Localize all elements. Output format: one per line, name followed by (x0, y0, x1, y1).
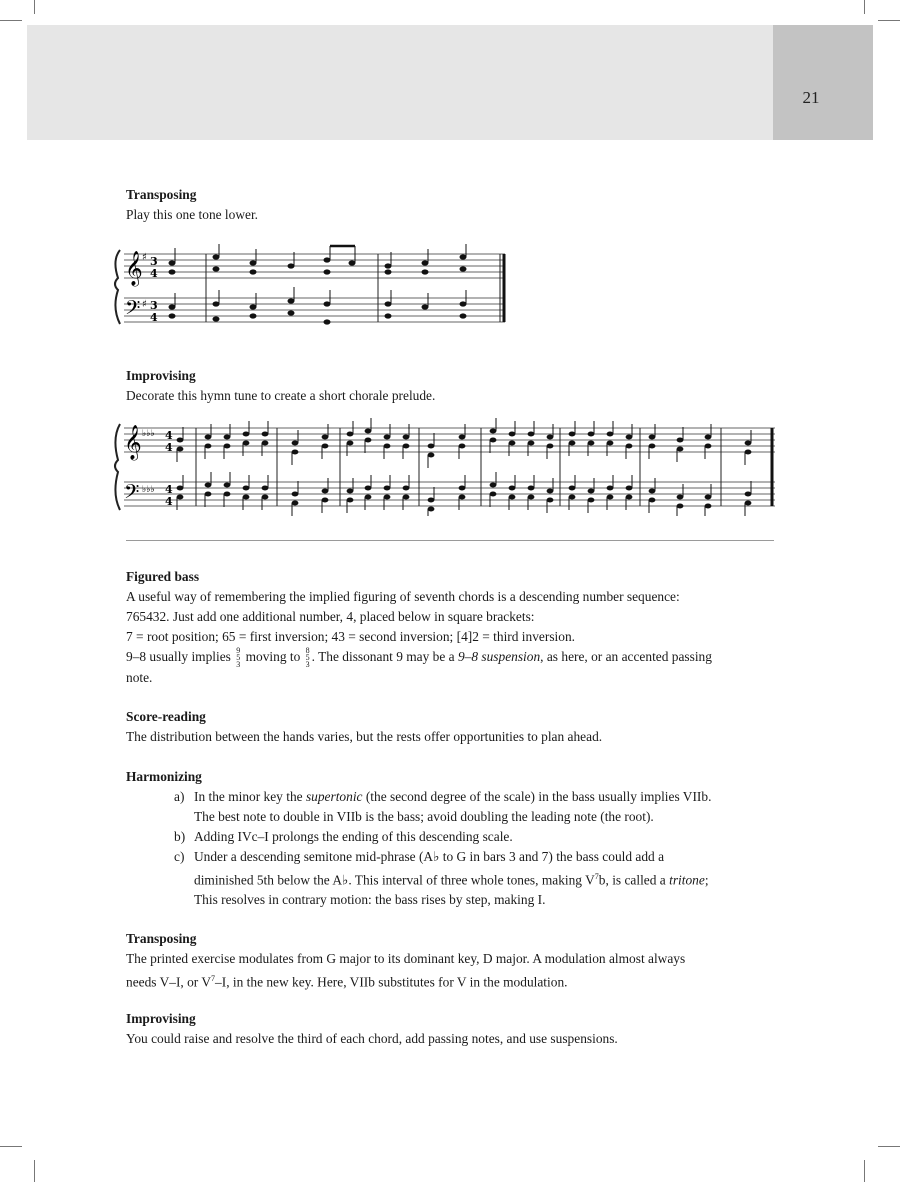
note-head (509, 495, 516, 500)
treble-clef-icon: 𝄞 (124, 425, 142, 460)
music-example-hymn-tune (110, 416, 780, 516)
note-head (705, 435, 712, 440)
note-head (509, 441, 516, 446)
text-run: 9–8 usually implies (126, 649, 231, 664)
note-head (626, 486, 633, 491)
section-heading: Transposing (126, 931, 197, 946)
crop-mark (34, 0, 35, 14)
text-run: moving to (245, 649, 301, 664)
treble-clef-icon: 𝄞 (125, 251, 143, 286)
note-head (745, 441, 752, 446)
text-run: (the second degree of the scale) in the bass usually implies VIIb. (365, 789, 712, 804)
note-head (588, 498, 595, 503)
note-head (705, 504, 712, 509)
list-item (174, 847, 786, 910)
crop-mark (864, 1160, 865, 1182)
note-head (428, 453, 435, 458)
crop-mark (0, 1146, 22, 1147)
note-head (365, 486, 372, 491)
text-run: diminished 5th below the A♭. This interval of three whole tones, making V (194, 872, 595, 888)
note-head (262, 495, 269, 500)
list-marker: c) (174, 849, 185, 864)
section-text: The printed exercise modulates from G major to its dominant key, D major. A modulation almost always (126, 951, 686, 966)
note-head (528, 432, 535, 437)
superscript: 7 (211, 974, 216, 983)
note-head (490, 429, 497, 434)
crop-mark (864, 0, 865, 14)
note-head (205, 483, 212, 488)
figured-bass-figure: 8 5 3 (305, 646, 310, 669)
note-head (607, 486, 614, 491)
crop-mark (878, 1146, 900, 1147)
note-head (347, 432, 354, 437)
note-head (569, 432, 576, 437)
note-head (459, 486, 466, 491)
note-head (547, 435, 554, 440)
text-run: –I, in the new key. Here, VIIb substitutes for V in the modulation. (215, 974, 568, 990)
section-text: 7 = root position; 65 = first inversion; 43 = second inversion; [4]2 = third inversion. (126, 629, 575, 644)
note-head (224, 444, 231, 449)
note-head (322, 489, 329, 494)
note-head (677, 438, 684, 443)
note-head (322, 435, 329, 440)
note-head (403, 495, 410, 500)
note-head (705, 444, 712, 449)
time-signature-top: 4 (165, 429, 173, 442)
page-number: 21 (802, 88, 820, 107)
note-head (745, 450, 752, 455)
list-item (174, 787, 786, 827)
note-head (547, 444, 554, 449)
note-head (243, 441, 250, 446)
figured-bass-section (126, 567, 786, 688)
note-head (459, 435, 466, 440)
note-head (243, 495, 250, 500)
time-signature-top: 3 (150, 255, 158, 268)
sharp-icon: ♯ (142, 299, 147, 310)
emphasis: 9–8 suspension (457, 649, 541, 664)
harmonizing-section (126, 767, 786, 910)
flat-icon: ♭♭♭ (142, 429, 155, 439)
section-text: A useful way of remembering the implied figuring of seventh chords is a descending number sequence: (126, 589, 680, 604)
note-head (292, 441, 299, 446)
note-head (243, 486, 250, 491)
text-run: b, is called a (598, 872, 666, 888)
note-head (365, 429, 372, 434)
text-run: Adding IVc–I prolongs the ending of this descending scale. (194, 829, 513, 844)
note-head (649, 489, 656, 494)
note-head (588, 432, 595, 437)
emphasis: supertonic (305, 789, 363, 804)
note-head (262, 486, 269, 491)
note-head (569, 486, 576, 491)
figured-bass-figure: 9 5 3 (236, 646, 241, 669)
time-signature-bottom: 4 (150, 267, 158, 280)
note-head (177, 447, 184, 452)
bass-staff (124, 482, 775, 506)
note-head (490, 438, 497, 443)
music-example-transposing (110, 240, 520, 330)
note-head (528, 495, 535, 500)
note-head (347, 498, 354, 503)
notes (177, 418, 752, 516)
note-head (292, 450, 299, 455)
section-text: 765432. Just add one additional number, 4, placed below in square brackets: (126, 609, 535, 624)
note-head (547, 489, 554, 494)
note-head (177, 495, 184, 500)
bass-clef-icon: 𝄢 (125, 296, 141, 324)
text-run: . The dissonant 9 may be a (311, 649, 455, 664)
list-marker: a) (174, 789, 185, 804)
treble-staff (124, 254, 505, 278)
note-head (243, 432, 250, 437)
crop-mark (34, 1160, 35, 1182)
section-divider (126, 540, 774, 541)
note-head (459, 495, 466, 500)
time-signature-top: 3 (150, 299, 158, 312)
note-head (403, 486, 410, 491)
note-head (347, 489, 354, 494)
note-head (677, 447, 684, 452)
note-head (205, 435, 212, 440)
note-head (528, 441, 535, 446)
note-head (588, 489, 595, 494)
note-head (292, 492, 299, 497)
section-text: note. (126, 670, 153, 685)
note-head (205, 492, 212, 497)
page-number-tab (773, 25, 873, 140)
note-head (649, 498, 656, 503)
bass-clef-icon: 𝄢 (124, 480, 140, 508)
section-heading: Improvising (126, 368, 196, 383)
note-head (365, 438, 372, 443)
flat-icon: ♭♭♭ (142, 485, 155, 495)
note-head (528, 486, 535, 491)
crop-mark (0, 20, 22, 21)
note-head (177, 486, 184, 491)
note-head (649, 444, 656, 449)
note-head (649, 435, 656, 440)
note-head (403, 435, 410, 440)
text-run: ; (704, 872, 709, 888)
text-run: , as here, or an accented passing (540, 649, 712, 664)
improvising-section (126, 366, 786, 406)
note-head (607, 495, 614, 500)
note-head (547, 498, 554, 503)
section-heading: Figured bass (126, 569, 200, 584)
header-band (27, 25, 773, 140)
crop-mark (878, 20, 900, 21)
improvising-section (126, 1009, 786, 1049)
note-head (365, 495, 372, 500)
note-head (428, 444, 435, 449)
note-head (384, 495, 391, 500)
brace (115, 424, 120, 510)
list-item (174, 827, 786, 847)
section-text: You could raise and resolve the third of each chord, add passing notes, and use suspensions. (126, 1031, 618, 1046)
bass-staff (124, 298, 505, 322)
section-text: The distribution between the hands varies, but the rests offer opportunities to plan ahead. (126, 729, 603, 744)
note-head (384, 486, 391, 491)
section-heading: Transposing (126, 187, 197, 202)
note-head (626, 444, 633, 449)
time-signature-top: 4 (165, 483, 173, 496)
note-head (626, 435, 633, 440)
note-head (569, 441, 576, 446)
note-head (607, 432, 614, 437)
note-head (224, 435, 231, 440)
sharp-icon: ♯ (142, 252, 147, 263)
text-run: needs V–I, or V (126, 974, 212, 990)
note-head (677, 504, 684, 509)
note-head (403, 444, 410, 449)
note-head (205, 444, 212, 449)
transposing-section (126, 185, 786, 225)
note-head (384, 444, 391, 449)
note-head (262, 432, 269, 437)
note-head (745, 501, 752, 506)
note-head (490, 492, 497, 497)
text-run: This resolves in contrary motion: the bass rises by step, making I. (194, 892, 546, 908)
note-head (292, 501, 299, 506)
superscript: 7 (594, 872, 599, 881)
note-head (384, 435, 391, 440)
section-heading: Harmonizing (126, 769, 202, 784)
section-heading: Score-reading (126, 709, 206, 724)
note-head (677, 495, 684, 500)
list-marker: b) (174, 829, 186, 844)
section-heading: Improvising (126, 1011, 196, 1026)
text-run: The best note to double in VIIb is the bass; avoid doubling the leading note (the root). (194, 809, 654, 824)
note-head (459, 444, 466, 449)
text-run: Under a descending semitone mid-phrase (A♭ to G in bars 3 and 7) the bass could add a (194, 849, 665, 864)
score-reading-section (126, 707, 786, 747)
harmonizing-list (126, 787, 786, 910)
note-head (626, 495, 633, 500)
note-head (322, 498, 329, 503)
note-head (322, 444, 329, 449)
text-run: In the minor key the (194, 789, 303, 804)
note-head (262, 441, 269, 446)
note-head (509, 486, 516, 491)
time-signature-bottom: 4 (150, 311, 158, 324)
transposing-section (126, 929, 786, 992)
note-head (428, 498, 435, 503)
note-head (509, 432, 516, 437)
note-head (490, 483, 497, 488)
section-text (126, 969, 786, 992)
emphasis: tritone (669, 872, 705, 888)
section-text (126, 647, 786, 668)
brace (115, 250, 120, 324)
note-head (705, 495, 712, 500)
section-text: Play this one tone lower. (126, 207, 259, 222)
notes (169, 254, 467, 324)
note-head (607, 441, 614, 446)
note-head (588, 441, 595, 446)
time-signature-bottom: 4 (165, 495, 173, 508)
section-text: Decorate this hymn tune to create a short chorale prelude. (126, 388, 436, 403)
note-head (347, 441, 354, 446)
note-head (224, 483, 231, 488)
stems (175, 244, 466, 307)
note-head (428, 507, 435, 512)
note-head (569, 495, 576, 500)
note-head (745, 492, 752, 497)
time-signature-bottom: 4 (165, 441, 173, 454)
note-head (224, 492, 231, 497)
note-head (177, 438, 184, 443)
